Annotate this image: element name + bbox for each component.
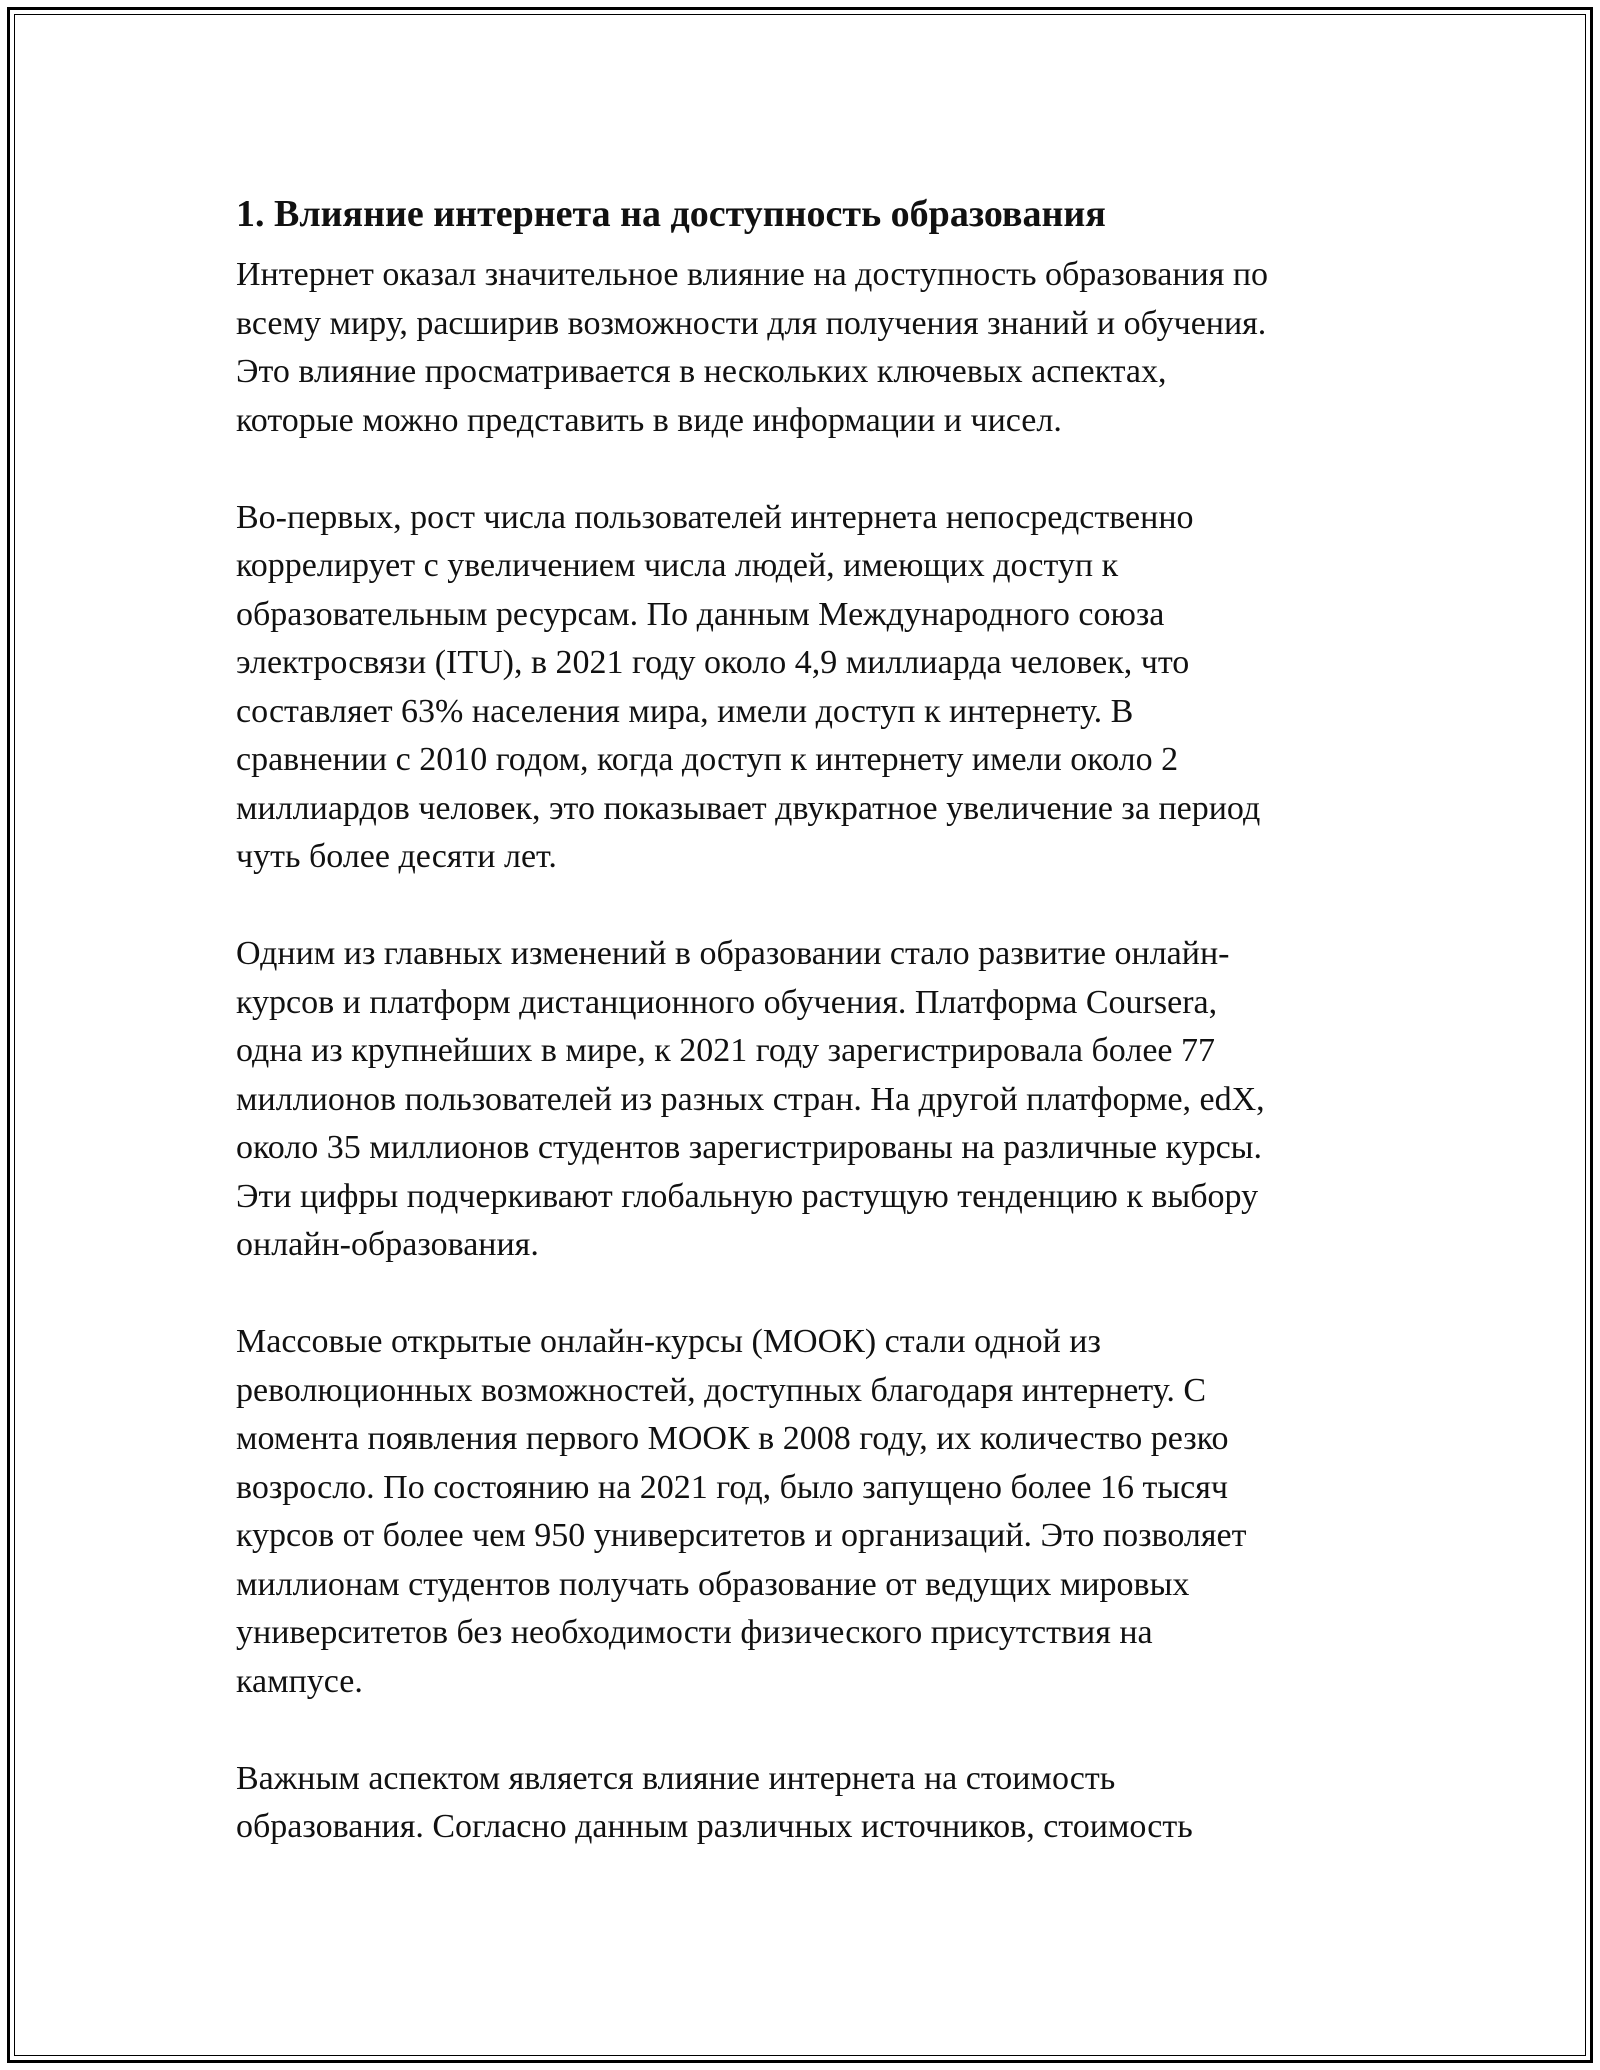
- text-line: Эти цифры подчеркивают глобальную растущую тенденцию к выбору: [236, 1177, 1259, 1215]
- paragraph-mooc: [236, 1318, 1366, 1706]
- text-line: онлайн-образования.: [236, 1226, 539, 1263]
- text-line: одна из крупнейших в мире, к 2021 году зарегистрировала более 77: [236, 1032, 1216, 1069]
- paragraph-online-courses: [236, 930, 1366, 1270]
- text-line: сравнении с 2010 годом, когда доступ к интернету имели около 2: [236, 741, 1179, 778]
- text-line: миллионам студентов получать образование от ведущих мировых: [236, 1565, 1190, 1603]
- text-line: которые можно представить в виде информации и чисел.: [236, 401, 1062, 439]
- text-line: Во-первых, рост числа пользователей интернета непосредственно: [236, 498, 1194, 536]
- text-line: всему миру, расширив возможности для получения знаний и обучения.: [236, 304, 1267, 342]
- text-line: Массовые открытые онлайн-курсы (МООК) стали одной из: [236, 1323, 1101, 1360]
- text-line: курсов и платформ дистанционного обучения. Платформа Coursera,: [236, 983, 1218, 1021]
- text-line: Интернет оказал значительное влияние на доступность образования по: [236, 256, 1269, 293]
- paragraph-intro: [236, 251, 1366, 445]
- paragraph-users-growth: [236, 494, 1366, 882]
- text-line: курсов от более чем 950 университетов и организаций. Это позволяет: [236, 1517, 1247, 1554]
- text-line: Это влияние просматривается в нескольких ключевых аспектах,: [236, 353, 1167, 390]
- text-line: Важным аспектом является влияние интернета на стоимость: [236, 1759, 1116, 1797]
- document-body: [236, 185, 1366, 1900]
- text-line: составляет 63% населения мира, имели доступ к интернету. В: [236, 692, 1134, 730]
- section-heading: 1. Влияние интернета на доступность образования: [236, 193, 1106, 235]
- text-line: около 35 миллионов студентов зарегистрированы на различные курсы.: [236, 1129, 1263, 1166]
- text-line: университетов без необходимости физического присутствия на: [236, 1614, 1153, 1651]
- text-line: революционных возможностей, доступных благодаря интернету. С: [236, 1371, 1207, 1409]
- text-line: Одним из главных изменений в образовании стало развитие онлайн-: [236, 935, 1230, 972]
- text-line: образовательным ресурсам. По данным Международного союза: [236, 595, 1165, 633]
- text-line: образования. Согласно данным различных источников, стоимость: [236, 1808, 1193, 1845]
- text-line: коррелирует с увеличением числа людей, имеющих доступ к: [236, 547, 1119, 584]
- text-line: электросвязи (ITU), в 2021 году около 4,9 миллиарда человек, что: [236, 644, 1190, 681]
- text-line: миллионов пользователей из разных стран. На другой платформе, edX,: [236, 1080, 1265, 1118]
- text-line: кампусе.: [236, 1662, 363, 1700]
- text-line: момента появления первого МООК в 2008 году, их количество резко: [236, 1420, 1229, 1457]
- text-line: чуть более десяти лет.: [236, 838, 557, 875]
- text-line: возросло. По состоянию на 2021 год, было запущено более 16 тысяч: [236, 1468, 1229, 1506]
- paragraph-cost: [236, 1755, 1366, 1852]
- text-line: миллиардов человек, это показывает двукратное увеличение за период: [236, 789, 1261, 827]
